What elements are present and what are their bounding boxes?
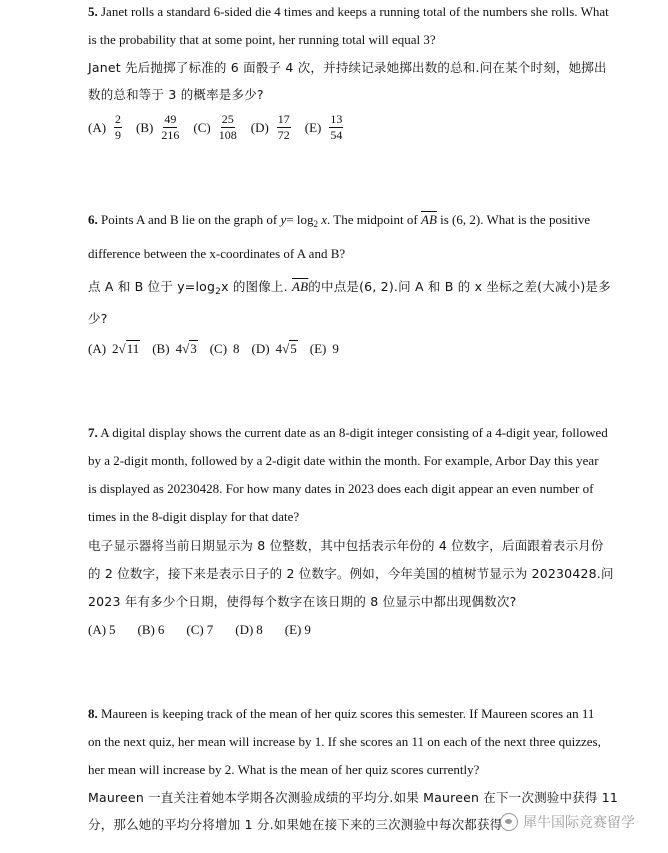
problem-6-line-1: 6. Points A and B lie on the graph of $y= \log_2 x$. The midpoint of $\overline{AB}$ is (6, 2). What is the positive	[88, 212, 591, 229]
problem-8-cn-line-1: Maureen 一直关注着她本学期各次测验成绩的平均分.如果 Maureen 在下一次测验中获得 11	[88, 790, 619, 805]
option-d: (D) 4 √ 5	[251, 340, 297, 356]
problem-8-cn-line-2: 分，那么她的平均分将增加 1 分.如果她在接下来的三次测验中每次都获得	[88, 817, 503, 832]
problem-8-line-1: 8. Maureen is keeping track of the mean of her quiz scores this semester. If Maureen scores an 11	[88, 706, 595, 721]
option-a: (A) 2 √ 11	[88, 340, 140, 356]
problem-7-cn-line-2: 的 2 位数字，接下来是表示日子的 2 位数字。例如，今年美国的植树节显示为 20230428.问	[88, 566, 614, 581]
problem-8-line-3: her mean will increase by 2. What is the mean of her quiz scores currently?	[88, 762, 480, 777]
problem-5-line-1: 5. Janet rolls a standard 6-sided die 4 times and keeps a running total of the numbers she rolls. What	[88, 4, 609, 19]
problem-number: 6.	[88, 212, 98, 227]
problem-7-options	[88, 622, 323, 638]
option-b: (B) 4 √ 3	[152, 340, 197, 356]
option-e: (E) $\frac{13}{54}$	[304, 112, 343, 142]
option-c: (C) 7	[186, 622, 214, 637]
problem-7-cn-line-3: 2023 年有多少个日期，使得每个数字在该日期的 8 位显示中都出现偶数次?	[88, 594, 517, 609]
problem-number: 5.	[88, 4, 98, 19]
option-d: (D) 8	[235, 622, 263, 637]
problem-5-options	[88, 113, 357, 142]
problem-6-cn-line-1: 点 A 和 B 位于 $y=\log_2x$ 的图像上. $\overline{AB}$的中点是(6, 2).问 A 和 B 的 x 坐标之差(大减小)是多	[88, 279, 611, 297]
option-c: (C) $\frac{25}{108}$	[193, 112, 237, 142]
segment-ab: $\overline{AB}$	[421, 212, 437, 227]
wechat-icon	[500, 813, 518, 831]
problem-7-line-4: times in the 8-digit display for that date?	[88, 509, 300, 524]
option-e: (E) 9	[284, 622, 311, 637]
problem-6-cn-line-2: 少?	[88, 311, 108, 326]
option-d: (D) $\frac{17}{72}$	[250, 112, 290, 142]
option-c: (C) 8	[209, 340, 240, 356]
problem-7-line-1: 7. A digital display shows the current date as an 8-digit integer consisting of a 4-digit year, followed	[88, 425, 608, 440]
problem-6-line-2: difference between the x-coordinates of A and B?	[88, 246, 346, 261]
option-a: (A) $\frac{2}{9}$	[88, 112, 122, 142]
option-b: (B) $\frac{49}{216}$	[136, 112, 180, 142]
problem-6-options	[88, 340, 351, 357]
problem-7-line-2: by a 2-digit month, followed by a 2-digit date within the month. For example, Arbor Day this year	[88, 453, 599, 468]
problem-7-cn-line-1: 电子显示器将当前日期显示为 8 位整数，其中包括表示年份的 4 位数字，后面跟着表示月份	[88, 538, 604, 553]
problem-5-cn-line-2: 数的总和等于 3 的概率是多少?	[88, 87, 264, 102]
option-b: (B) 6	[137, 622, 165, 637]
problem-number: 8.	[88, 706, 98, 721]
problem-8-line-2: on the next quiz, her mean will increase by 1. If she scores an 11 on each of the next three quizzes,	[88, 734, 601, 749]
watermark: 犀牛国际竞赛留学	[500, 812, 635, 832]
problem-7-line-3: is displayed as 20230428. For how many dates in 2023 does each digit appear an even number of	[88, 481, 594, 496]
problem-5-line-2: is the probability that at some point, her running total will equal 3?	[88, 32, 436, 47]
option-e: (E) 9	[309, 340, 339, 356]
option-a: (A) 5	[88, 622, 116, 637]
problem-number: 7.	[88, 425, 98, 440]
problem-5-cn-line-1: Janet 先后抛掷了标准的 6 面骰子 4 次，并持续记录她掷出数的总和.问在某个时刻，她掷出	[88, 60, 607, 75]
